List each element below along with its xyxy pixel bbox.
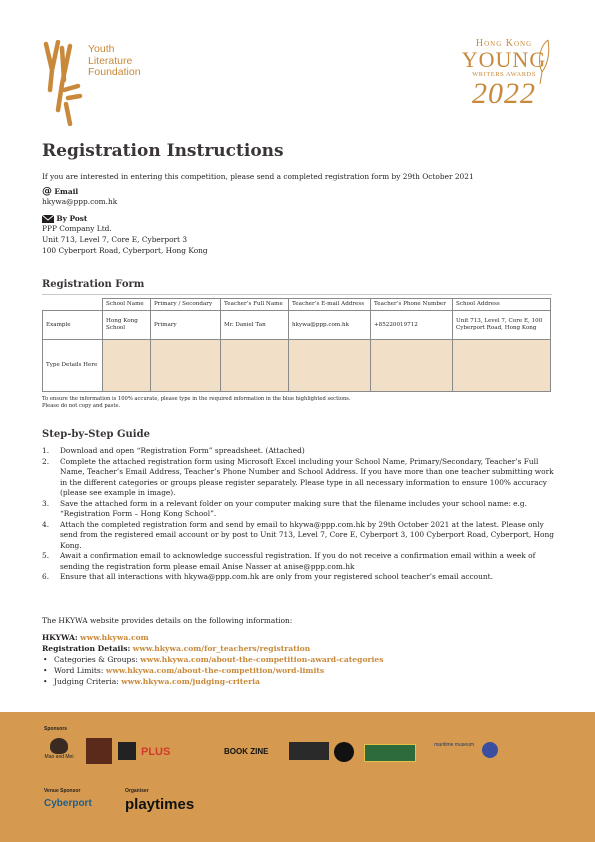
column-header: School Address: [453, 299, 551, 311]
registration-link[interactable]: www.hkywa.com/for_teachers/registration: [132, 644, 311, 653]
sponsor-logo-bookzine: BOOK ZINE: [224, 747, 269, 756]
table-cell: hkywa@ppp.com.hk: [289, 311, 371, 340]
at-icon: @: [42, 185, 52, 197]
column-header: School Name: [103, 299, 151, 311]
website-info-intro: The HKYWA website provides details on the following information:: [42, 616, 293, 625]
hkywa-logo-awards: WRITERS AWARDS: [472, 71, 536, 78]
guide-title: Step-by-Step Guide: [42, 429, 150, 440]
sponsor-logo-6: [289, 742, 329, 760]
venue-sponsor-label: Venue Sponsor: [44, 788, 81, 794]
sponsor-logo-maritime-museum: maritime museum: [434, 742, 474, 748]
row-label: Example: [43, 311, 103, 340]
organiser-logo: playtimes: [125, 796, 195, 813]
input-cell[interactable]: [371, 340, 453, 392]
table-row: [43, 311, 551, 340]
list-item: 5. Await a confirmation email to acknowledge successful registration. If you do not receive a confirmation email within a week of sending the registration form please email Anise Nasser at anise@ppp.com.hk: [42, 551, 536, 571]
ylf-name: Youth Literature Foundation: [88, 43, 141, 78]
sponsor-logo-2: [86, 738, 112, 764]
list-item: 3. Save the attached form in a relevant folder on your computer making sure that the filename includes your school name: e.g. “Registration Form – Hong Kong School”.: [42, 498, 527, 518]
sponsor-logo-8: [364, 744, 416, 762]
input-cell[interactable]: [453, 340, 551, 392]
hkywa-logo-line1: Hong Kong: [475, 38, 533, 49]
footer-band: [0, 712, 595, 842]
registration-form-table: [42, 298, 551, 392]
sponsor-logo-10: [482, 742, 498, 758]
table-cell: Mr. Daniel Tan: [221, 311, 289, 340]
links-list: [42, 654, 384, 687]
registration-form-title: Registration Form: [42, 279, 145, 290]
intro-block: [42, 172, 474, 256]
input-cell[interactable]: [221, 340, 289, 392]
post-heading: By Post: [42, 214, 474, 225]
input-cell[interactable]: [289, 340, 371, 392]
email-heading: @ Email: [42, 185, 79, 197]
list-item: 1. Download and open “Registration Form” spreadsheet. (Attached): [42, 446, 305, 455]
sponsor-logo-7: [334, 742, 354, 762]
sponsor-logo-3: [118, 742, 136, 760]
table-row: [43, 340, 551, 392]
list-item: • Judging Criteria: www.hkywa.com/judging-criteria: [54, 676, 384, 687]
column-header: Teacher’s E-mail Address: [289, 299, 371, 311]
post-address-line: PPP Company Ltd.: [42, 224, 112, 234]
list-item: 6. Ensure that all interactions with hkywa@ppp.com.hk are only from your registered school teacher’s email account.: [42, 572, 493, 581]
sponsor-logo-plus: PLUS: [141, 746, 171, 758]
website-links: [42, 632, 384, 687]
list-item: 4. Attach the completed registration form and send by email to hkywa@ppp.com.hk by 29th October 2021 at the latest. Please only send from the registered email account or by post to Unit 713, Level 7, Core E, Cyberport 3, 100 Cyberport Road, Cyberport, Hong Kong.: [42, 519, 554, 550]
registration-link-line: Registration Details: www.hkywa.com/for_teachers/registration: [42, 644, 311, 653]
post-address-line: 100 Cyberport Road, Cyberport, Hong Kong: [42, 245, 208, 255]
list-item: • Categories & Groups: www.hkywa.com/about-the-competition-award-categories: [54, 654, 384, 665]
hkywa-logo-young: YOUNG: [461, 47, 547, 72]
table-cell: Primary: [151, 311, 221, 340]
column-header: Primary / Secondary: [151, 299, 221, 311]
divider: [42, 294, 552, 295]
page-title: Registration Instructions: [42, 141, 284, 161]
email-address: hkywa@ppp.com.hk: [42, 197, 118, 207]
row-label: Type Details Here: [43, 340, 103, 392]
hkywa-logo-year: 2022: [472, 77, 536, 110]
table-cell: Unit 713, Level 7, Core E, 100 Cyberport Road, Hong Kong: [453, 311, 551, 340]
post-address-line: Unit 713, Level 7, Core E, Cyberport 3: [42, 234, 188, 244]
hkywa-link-line: HKYWA: www.hkywa.com: [42, 633, 149, 642]
organiser-label: Organiser: [125, 788, 149, 794]
sponsors-label: Sponsors: [44, 726, 68, 732]
list-item: • Word Limits: www.hkywa.com/about-the-competition/word-limits: [54, 665, 384, 676]
word-limits-link[interactable]: www.hkywa.com/about-the-competition/word-limits: [105, 666, 325, 675]
intro-text: If you are interested in entering this competition, please send a completed registration form by 29th October 2021: [42, 172, 474, 181]
input-cell[interactable]: [151, 340, 221, 392]
ylf-logo-mark: [40, 40, 84, 126]
hkywa-link[interactable]: www.hkywa.com: [80, 633, 149, 642]
table-cell: Hong Kong School: [103, 311, 151, 340]
table-cell: +85220019712: [371, 311, 453, 340]
envelope-icon: [42, 215, 54, 223]
venue-sponsor-logo: Cyberport: [44, 798, 92, 809]
column-header: Teacher’s Full Name: [221, 299, 289, 311]
form-note: To ensure the information is 100% accurate, please type in the required information in the blue highlighted sections. Please do not copy and paste.: [42, 396, 351, 409]
steps-list: [42, 446, 554, 583]
sponsor-logo-mao-and-mei: Mao and Mei: [44, 738, 74, 760]
feather-icon: [536, 38, 552, 86]
input-cell[interactable]: [103, 340, 151, 392]
judging-criteria-link[interactable]: www.hkywa.com/judging-criteria: [121, 677, 260, 686]
categories-link[interactable]: www.hkywa.com/about-the-competition-award-categories: [140, 655, 384, 664]
column-header: Teacher’s Phone Number: [371, 299, 453, 311]
table-header-row: [43, 299, 551, 311]
list-item: 2. Complete the attached registration form using Microsoft Excel including your School Name, Primary/Secondary, Teacher’s Full Name, Teacher’s Email Address, Teacher’s Phone Number and School Address. If you have more than one teacher submitting work in the different categories or groups please register separately. Please type in all necessary information to ensure 100% accuracy (please see example in image).: [42, 456, 554, 497]
